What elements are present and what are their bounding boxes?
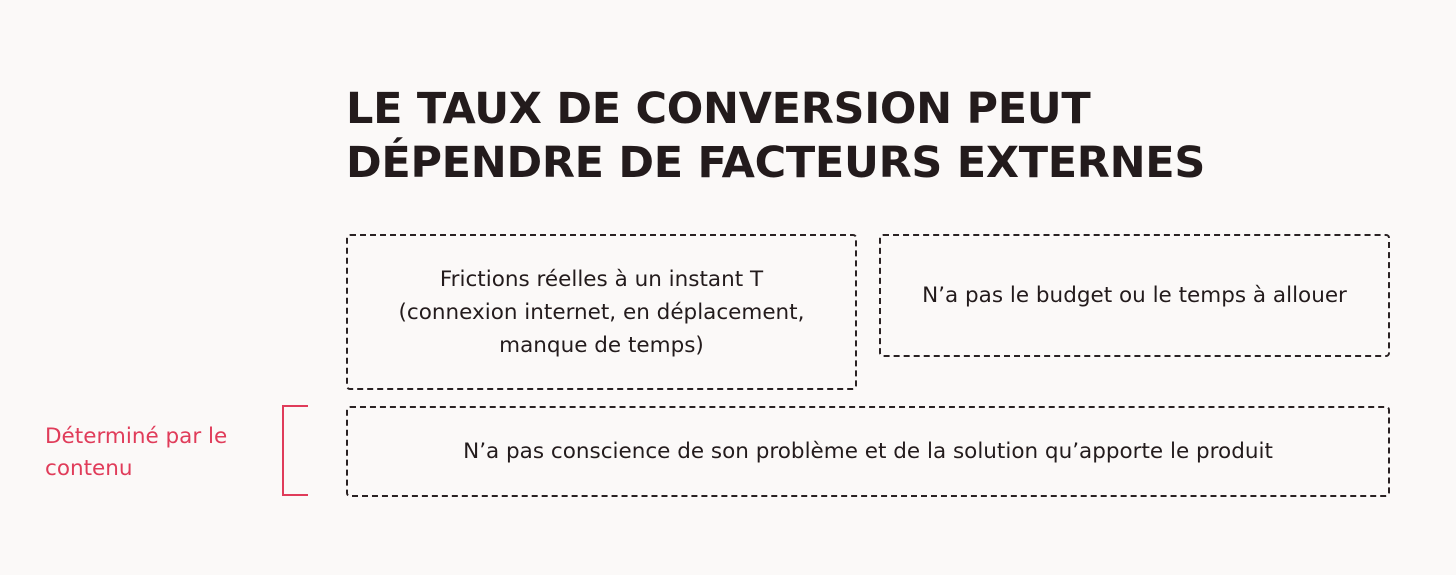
frictions-line-2: (connexion internet, en déplacement, — [398, 299, 805, 325]
title-line-1: LE TAUX DE CONVERSION PEUT — [346, 84, 1091, 134]
annotation-line-2: contenu — [45, 456, 133, 481]
annotation-line-1: Déterminé par le — [45, 424, 228, 449]
budget-text: N’a pas le budget ou le temps à allouer — [922, 283, 1347, 308]
conscience-box — [346, 406, 1390, 497]
content-annotation — [45, 421, 265, 485]
page-title — [346, 82, 1205, 190]
frictions-text — [399, 263, 805, 362]
frictions-box — [346, 234, 857, 390]
conscience-text: N’a pas conscience de son problème et de la solution qu’apporte le produit — [463, 439, 1273, 464]
budget-box — [879, 234, 1390, 357]
annotation-bracket — [282, 405, 308, 496]
frictions-line-3: manque de temps) — [499, 332, 704, 358]
title-line-2: DÉPENDRE DE FACTEURS EXTERNES — [346, 138, 1206, 188]
frictions-line-1: Frictions réelles à un instant T — [439, 266, 764, 292]
